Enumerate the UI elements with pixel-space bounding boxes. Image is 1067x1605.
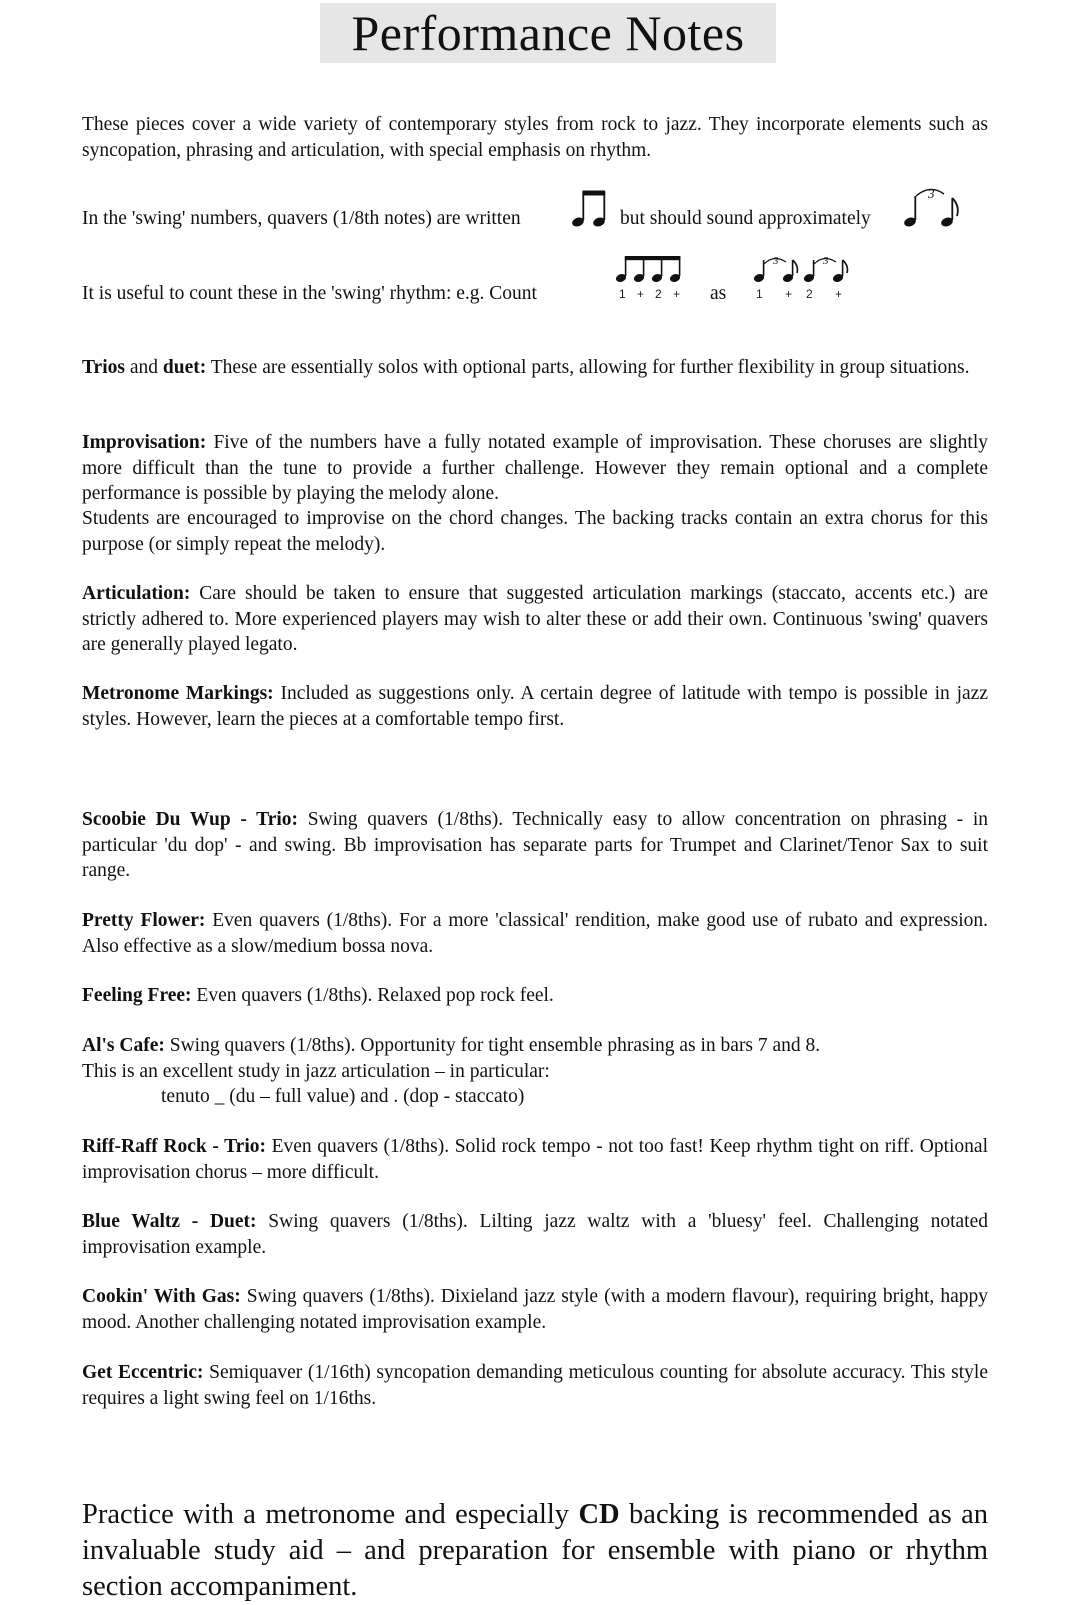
note-label: Trios (82, 357, 125, 378)
count-line-text-2: as (710, 283, 727, 304)
piece-title: Riff-Raff Rock - Trio: (82, 1136, 266, 1157)
piece-title: Pretty Flower: (82, 910, 206, 931)
piece-title: Blue Waltz - Duet: (82, 1211, 257, 1232)
written-quavers-notation (570, 186, 612, 232)
count-label: + (835, 287, 843, 301)
swing-line-text-1: In the 'swing' numbers, quavers (1/8th notes) are written (82, 208, 521, 229)
piece-scoobie-du-wup: Scoobie Du Wup - Trio: Swing quavers (1/8ths). Technically easy to allow concentration on phrasing - in particular 'du dop' - and swing. Bb improvisation has separate parts for Trumpet and Clarinet/Tenor Sax to suit range. (82, 809, 988, 882)
piece-riff-raff-rock: Riff-Raff Rock - Trio: Even quavers (1/8ths). Solid rock tempo - not too fast! Keep rhythm tight on riff. Optional improvisation chorus – more difficult. (82, 1136, 988, 1183)
piece-blue-waltz: Blue Waltz - Duet: Swing quavers (1/8ths). Lilting jazz waltz with a 'bluesy' feel. Challenging notated improvisation example. (82, 1211, 988, 1258)
piece-title: Feeling Free: (82, 985, 192, 1006)
note-label: Improvisation: (82, 432, 207, 453)
page-title: Performance Notes (351, 5, 745, 61)
piece-get-eccentric: Get Eccentric: Semiquaver (1/16th) syncopation demanding meticulous counting for absolute accuracy. This style requires a light swing feel on 1/16ths. (82, 1362, 988, 1409)
swing-triplet-notation (902, 182, 962, 232)
note-improvisation-2: Students are encouraged to improvise on the chord changes. The backing tracks contain an extra chorus for this purpose (or simply repeat the melody). (82, 508, 988, 555)
piece-title: Scoobie Du Wup - Trio: (82, 809, 299, 830)
piece-feeling-free: Feeling Free: Even quavers (1/8ths). Relaxed pop rock feel. (82, 985, 554, 1006)
note-improvisation: Improvisation: Five of the numbers have a fully notated example of improvisation. These choruses are slightly more difficult than the tune to provide a further challenge. However they remain optional and a complete performance is possible by playing the melody alone. (82, 432, 988, 505)
swing-count-notation (752, 250, 860, 304)
triplet-number: 3 (823, 255, 829, 267)
piece-title: Cookin' With Gas: (82, 1286, 241, 1307)
piece-title: Al's Cafe: (82, 1035, 165, 1056)
piece-pretty-flower: Pretty Flower: Even quavers (1/8ths). For a more 'classical' rendition, make good use of rubato and expression. Also effective as a slow/medium bossa nova. (82, 910, 988, 957)
swing-line-text-2: but should sound approximately (620, 208, 871, 229)
count-quavers-notation (612, 254, 692, 304)
note-trios: Trios and duet: These are essentially solos with optional parts, allowing for further flexibility in group situations. (82, 357, 970, 378)
count-label: 1 (756, 287, 763, 301)
note-articulation: Articulation: Care should be taken to ensure that suggested articulation markings (staccato, accents etc.) are strictly adhered to. More experienced players may wish to alter these or add their own. Continuous 'swing' quavers are generally played legato. (82, 583, 988, 656)
count-label: + (637, 287, 645, 301)
count-label: 1 (619, 287, 626, 301)
triplet-number: 3 (773, 255, 779, 267)
note-metronome: Metronome Markings: Included as suggestions only. A certain degree of latitude with tempo is possible in jazz styles. However, learn the pieces at a comfortable tempo first. (82, 683, 988, 730)
triplet-number: 3 (928, 186, 935, 201)
final-recommendation: Practice with a metronome and especially CD backing is recommended as an invaluable study aid – and preparation for ensemble with piano or rhythm section accompaniment. (82, 1498, 989, 1602)
piece-cookin-with-gas: Cookin' With Gas: Swing quavers (1/8ths). Dixieland jazz style (with a modern flavour), requiring bright, happy mood. Another challenging notated improvisation example. (82, 1286, 988, 1333)
count-label: 2 (655, 287, 662, 301)
note-label: Articulation: (82, 583, 191, 604)
intro-paragraph: These pieces cover a wide variety of contemporary styles from rock to jazz. They incorporate elements such as syncopation, phrasing and articulation, with special emphasis on rhythm. (82, 114, 988, 161)
count-label: + (785, 287, 793, 301)
piece-title: Get Eccentric: (82, 1362, 204, 1383)
title-box (320, 3, 776, 63)
count-line-text-1: It is useful to count these in the 'swing' rhythm: e.g. Count (82, 283, 537, 304)
count-label: + (673, 287, 681, 301)
note-label: Metronome Markings: (82, 683, 274, 704)
piece-als-cafe: Al's Cafe: Swing quavers (1/8ths). Opportunity for tight ensemble phrasing as in bars 7 and 8. This is an excellent study in jazz articulation – in particular: tenuto _ (du – full value) and . (dop - staccato) (82, 1035, 821, 1108)
count-label: 2 (806, 287, 813, 301)
note-label: duet: (162, 357, 207, 378)
